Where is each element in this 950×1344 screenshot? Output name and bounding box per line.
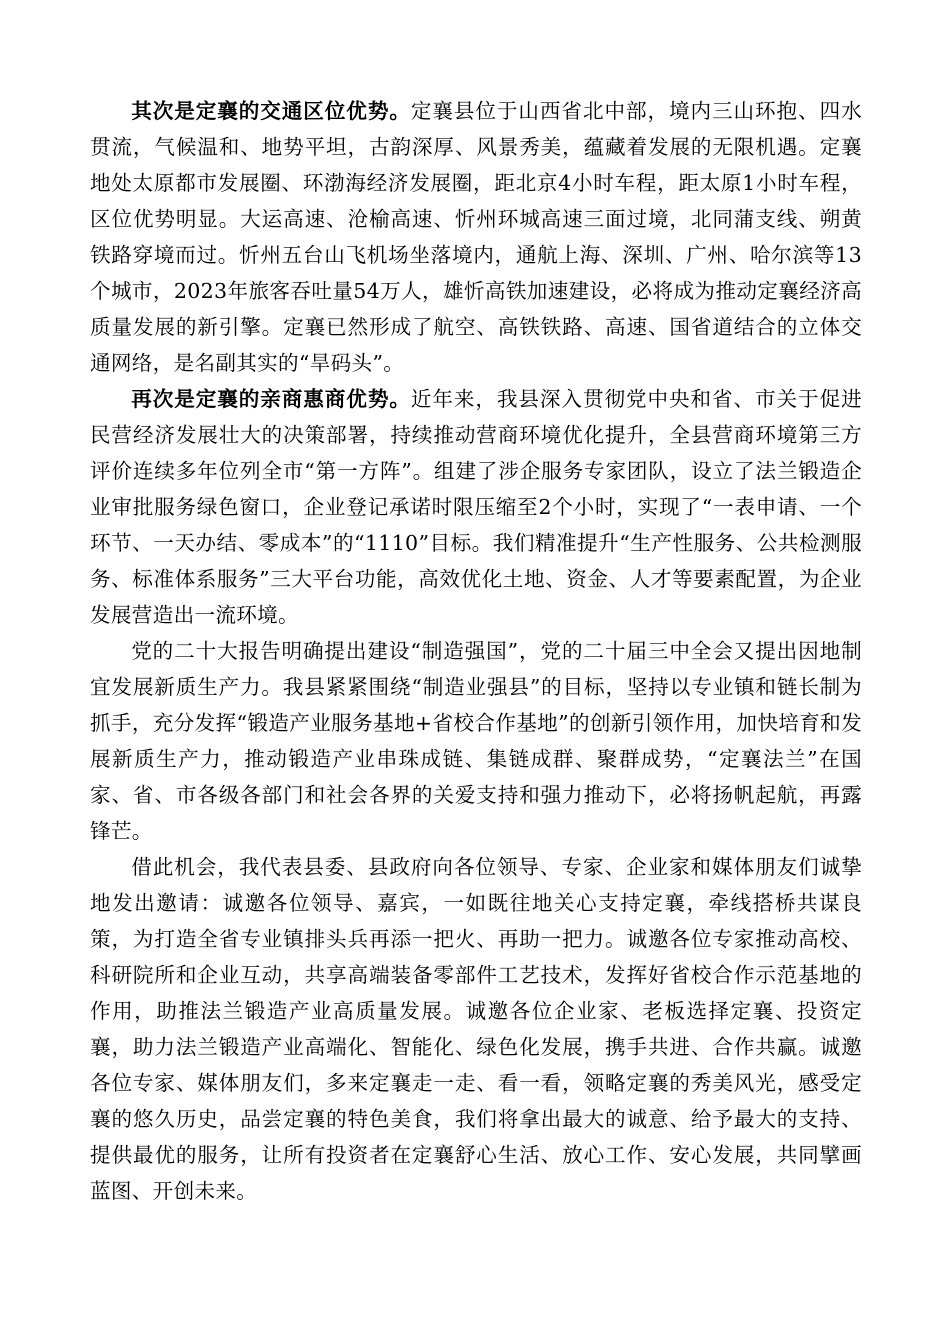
paragraph-lead-heading: 再次是定襄的亲商惠商优势。 (131, 387, 411, 411)
paragraph-transport-advantage (90, 93, 862, 381)
paragraph-invitation (90, 849, 862, 1209)
paragraph-manufacturing-strategy (90, 633, 862, 849)
paragraph-body-text: 近年来，我县深入贯彻党中央和省、市关于促进民营经济发展壮大的决策部署，持续推动营商环境优化提升，全县营商环境第三方评价连续多年位列全市“第一方阵”。组建了涉企服务专家团队，设立了法兰锻造企业审批服务绿色窗口，企业登记承诺时限压缩至2个小时，实现了“一表申请、一个环节、一天办结、零成本”的“1110”目标。我们精准提升“生产性服务、公共检测服务、标准体系服务”三大平台功能，高效优化土地、资金、人才等要素配置，为企业发展营造出一流环境。 (90, 387, 862, 627)
paragraph-body-text: 党的二十大报告明确提出建设“制造强国”，党的二十届三中全会又提出因地制宜发展新质生产力。我县紧紧围绕“制造业强县”的目标，坚持以专业镇和链长制为抓手，充分发挥“锻造产业服务基地+省校合作基地”的创新引领作用，加快培育和发展新质生产力，推动锻造产业串珠成链、集链成群、聚群成势，“定襄法兰”在国家、省、市各级各部门和社会各界的关爱支持和强力推动下，必将扬帆起航，再露锋芒。 (90, 639, 862, 843)
paragraph-lead-heading: 其次是定襄的交通区位优势。 (131, 99, 411, 123)
paragraph-business-advantage (90, 381, 862, 633)
document-page (90, 93, 862, 1209)
paragraph-body-text: 借此机会，我代表县委、县政府向各位领导、专家、企业家和媒体朋友们诚挚地发出邀请：诚邀各位领导、嘉宾，一如既往地关心支持定襄，牵线搭桥共谋良策，为打造全省专业镇排头兵再添一把火、再助一把力。诚邀各位专家推动高校、科研院所和企业互动，共享高端装备零部件工艺技术，发挥好省校合作示范基地的作用，助推法兰锻造产业高质量发展。诚邀各位企业家、老板选择定襄、投资定襄，助力法兰锻造产业高端化、智能化、绿色化发展，携手共进、合作共赢。诚邀各位专家、媒体朋友们，多来定襄走一走、看一看，领略定襄的秀美风光，感受定襄的悠久历史，品尝定襄的特色美食，我们将拿出最大的诚意、给予最大的支持、提供最优的服务，让所有投资者在定襄舒心生活、放心工作、安心发展，共同擘画蓝图、开创未来。 (90, 855, 862, 1203)
paragraph-body-text: 定襄县位于山西省北中部，境内三山环抱、四水贯流，气候温和、地势平坦，古韵深厚、风景秀美，蕴藏着发展的无限机遇。定襄地处太原都市发展圈、环渤海经济发展圈，距北京4小时车程，距太原1小时车程，区位优势明显。大运高速、沧榆高速、忻州环城高速三面过境，北同蒲支线、朔黄铁路穿境而过。忻州五台山飞机场坐落境内，通航上海、深圳、广州、哈尔滨等13个城市，2023年旅客吞吐量54万人，雄忻高铁加速建设，必将成为推动定襄经济高质量发展的新引擎。定襄已然形成了航空、高铁铁路、高速、国省道结合的立体交通网络，是名副其实的“旱码头”。 (90, 99, 862, 375)
